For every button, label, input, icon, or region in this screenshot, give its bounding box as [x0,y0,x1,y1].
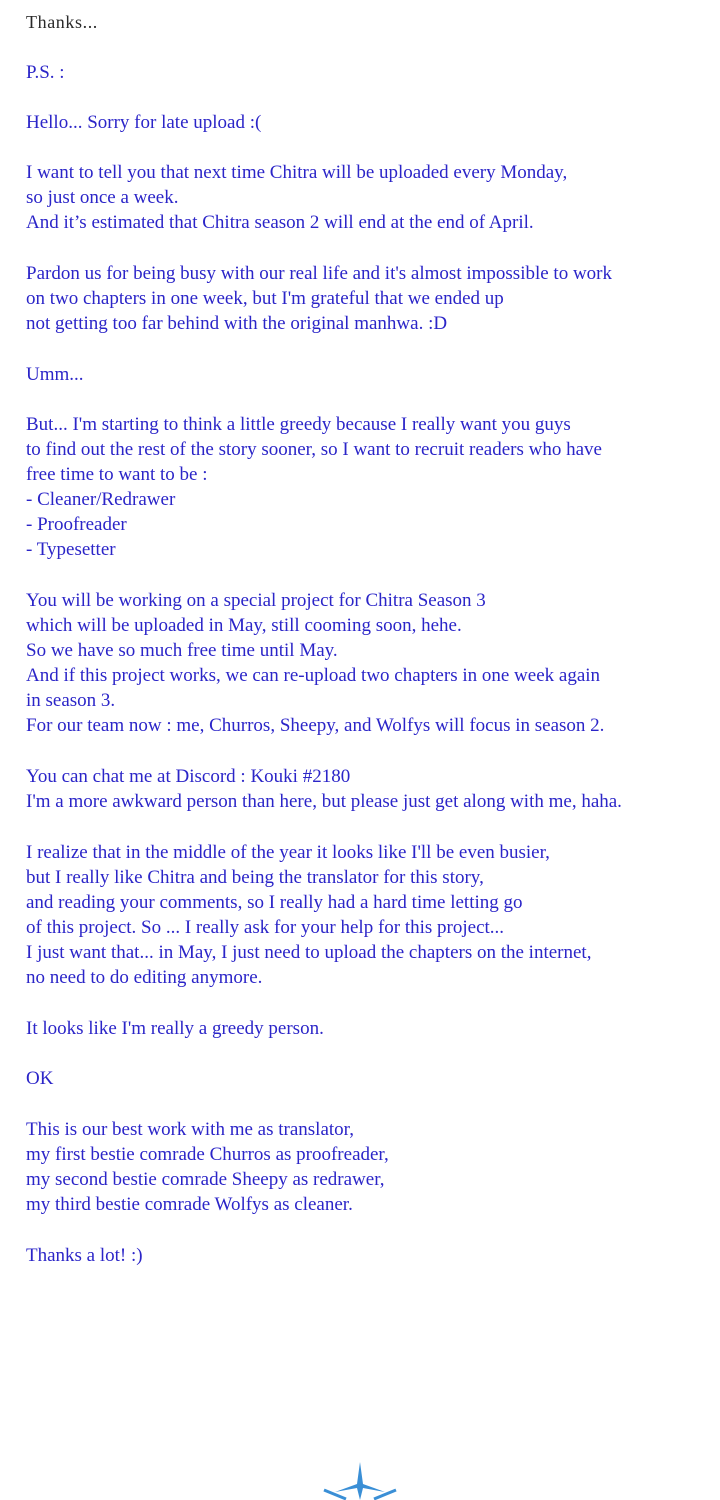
list-item: - Proofreader [26,514,127,535]
text-line: on two chapters in one week, but I'm grateful that we ended up [26,288,504,309]
text-line: but I really like Chitra and being the translator for this story, [26,867,484,888]
text-line: I want to tell you that next time Chitra will be uploaded every Monday, [26,162,568,183]
text-line: free time to want to be : [26,464,208,485]
sign-off: Thanks a lot! :) [26,1245,143,1266]
text-line: no need to do editing anymore. [26,967,263,988]
text-line: I just want that... in May, I just need to upload the chapters on the internet, [26,942,592,963]
list-item: - Typesetter [26,539,116,560]
text-line: For our team now : me, Churros, Sheepy, and Wolfys will focus in season 2. [26,715,605,736]
text-line: And it’s estimated that Chitra season 2 will end at the end of April. [26,212,534,233]
text-line: You will be working on a special project for Chitra Season 3 [26,590,486,611]
text-line: I'm a more awkward person than here, but please just get along with me, haha. [26,791,622,812]
text-line: in season 3. [26,690,116,711]
greeting-line: Hello... Sorry for late upload :( [26,112,262,133]
text-line: not getting too far behind with the original manhwa. :D [26,313,448,334]
text-line: my third bestie comrade Wolfys as cleaner. [26,1194,353,1215]
text-line: This is our best work with me as translator, [26,1119,354,1140]
text-line: so just once a week. [26,187,179,208]
text-line: You can chat me at Discord : Kouki #2180 [26,766,351,787]
text-line: But... I'm starting to think a little greedy because I really want you guys [26,414,571,435]
text-line: It looks like I'm really a greedy person. [26,1018,324,1039]
text-line: my first bestie comrade Churros as proofreader, [26,1144,389,1165]
star-ornament-icon [310,1462,410,1500]
text-line: Pardon us for being busy with our real life and it's almost impossible to work [26,263,613,284]
closing-thanks: Thanks... [26,12,98,32]
text-line: And if this project works, we can re-upload two chapters in one week again [26,665,601,686]
text-line: and reading your comments, so I really had a hard time letting go [26,892,523,913]
text-line: I realize that in the middle of the year it looks like I'll be even busier, [26,842,550,863]
text-line: which will be uploaded in May, still cooming soon, hehe. [26,615,462,636]
text-line: to find out the rest of the story sooner, so I want to recruit readers who have [26,439,602,460]
text-line: my second bestie comrade Sheepy as redrawer, [26,1169,385,1190]
text-line: Umm... [26,364,84,385]
text-line: OK [26,1068,54,1089]
text-line: So we have so much free time until May. [26,640,338,661]
ps-heading: P.S. : [26,62,65,83]
list-item: - Cleaner/Redrawer [26,489,176,510]
text-line: of this project. So ... I really ask for your help for this project... [26,917,505,938]
